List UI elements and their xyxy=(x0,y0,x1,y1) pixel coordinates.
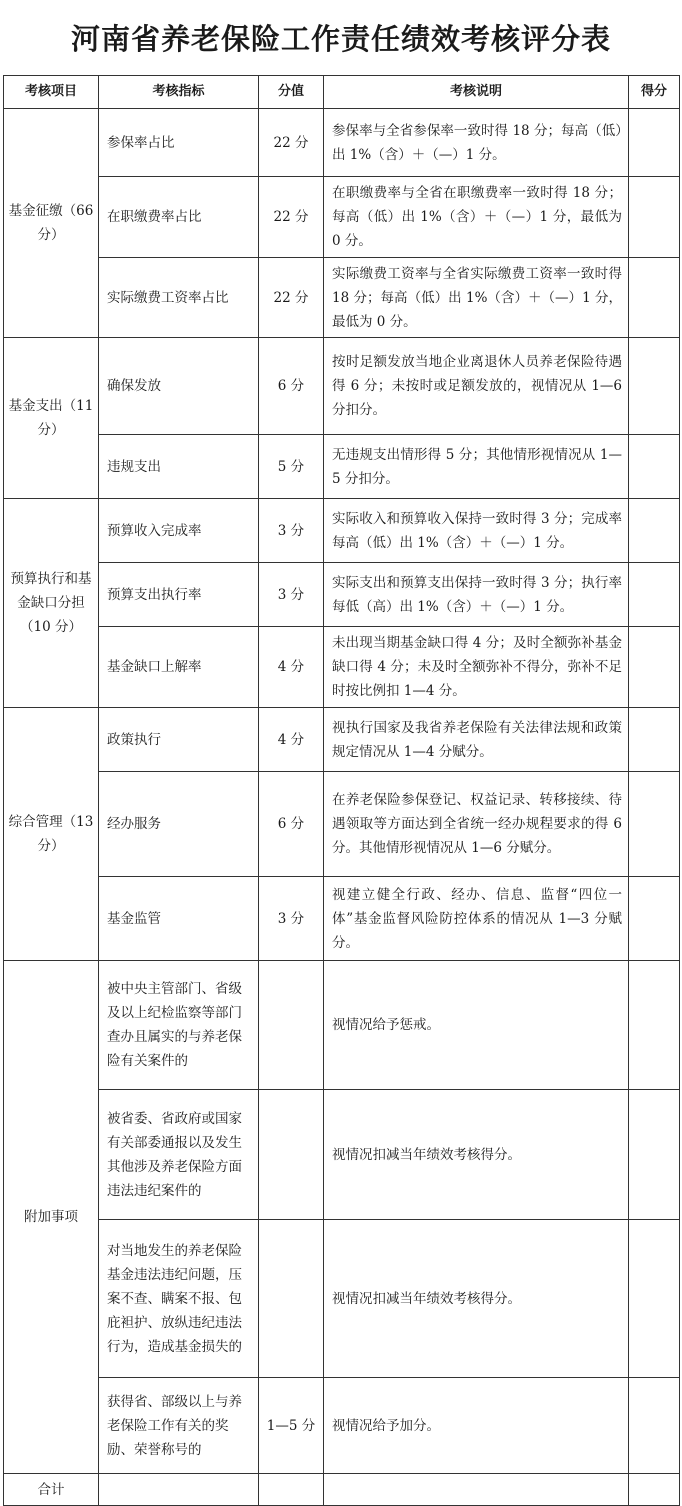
description-cell: 视情况扣减当年绩效考核得分。 xyxy=(324,1090,629,1220)
table-row xyxy=(4,258,680,338)
obtained-cell[interactable] xyxy=(629,499,680,563)
table-row xyxy=(4,499,680,563)
description-cell: 视情况扣减当年绩效考核得分。 xyxy=(324,1220,629,1378)
description-cell: 实际缴费工资率与全省实际缴费工资率一致时得 18 分；每高（低）出 1%（含）＋（—）1 分，最低为 0 分。 xyxy=(324,258,629,338)
table-row xyxy=(4,961,680,1090)
category-cell: 预算执行和基金缺口分担（10 分） xyxy=(4,499,99,708)
total-description-cell xyxy=(324,1474,629,1506)
score-cell: 4 分 xyxy=(259,627,324,708)
indicator-cell: 参保率占比 xyxy=(99,109,259,177)
obtained-cell[interactable] xyxy=(629,1220,680,1378)
indicator-cell: 预算支出执行率 xyxy=(99,563,259,627)
description-cell: 在职缴费率与全省在职缴费率一致时得 18 分；每高（低）出 1%（含）＋（—）1 分，最低为 0 分。 xyxy=(324,177,629,258)
assessment-table xyxy=(3,75,680,1506)
table-row xyxy=(4,338,680,435)
indicator-cell: 在职缴费率占比 xyxy=(99,177,259,258)
total-obtained-cell[interactable] xyxy=(629,1474,680,1506)
score-cell: 1—5 分 xyxy=(259,1378,324,1474)
indicator-cell: 实际缴费工资率占比 xyxy=(99,258,259,338)
obtained-cell[interactable] xyxy=(629,708,680,772)
table-row xyxy=(4,627,680,708)
obtained-cell[interactable] xyxy=(629,961,680,1090)
description-cell: 在养老保险参保登记、权益记录、转移接续、待遇领取等方面达到全省统一经办规程要求的得 6 分。其他情形视情况从 1—6 分赋分。 xyxy=(324,772,629,877)
indicator-cell: 获得省、部级以上与养老保险工作有关的奖励、荣誉称号的 xyxy=(99,1378,259,1474)
indicator-cell: 对当地发生的养老保险基金违法违纪问题，压案不查、瞒案不报、包庇袒护、放纵违纪违法行为，造成基金损失的 xyxy=(99,1220,259,1378)
table-row xyxy=(4,772,680,877)
score-cell: 6 分 xyxy=(259,338,324,435)
table-row xyxy=(4,708,680,772)
description-cell: 视情况给予加分。 xyxy=(324,1378,629,1474)
category-cell: 附加事项 xyxy=(4,961,99,1474)
description-cell: 参保率与全省参保率一致时得 18 分；每高（低）出 1%（含）＋（—）1 分。 xyxy=(324,109,629,177)
total-indicator-cell xyxy=(99,1474,259,1506)
header-description: 考核说明 xyxy=(324,76,629,109)
table-row xyxy=(4,1378,680,1474)
description-cell: 视建立健全行政、经办、信息、监督“四位一体”基金监督风险防控体系的情况从 1—3 分赋分。 xyxy=(324,877,629,961)
description-cell: 视情况给予惩戒。 xyxy=(324,961,629,1090)
indicator-cell: 基金缺口上解率 xyxy=(99,627,259,708)
description-cell: 实际收入和预算收入保持一致时得 3 分；完成率每高（低）出 1%（含）＋（—）1 分。 xyxy=(324,499,629,563)
obtained-cell[interactable] xyxy=(629,1378,680,1474)
score-cell: 4 分 xyxy=(259,708,324,772)
total-score-cell xyxy=(259,1474,324,1506)
indicator-cell: 被省委、省政府或国家有关部委通报以及发生其他涉及养老保险方面违法违纪案件的 xyxy=(99,1090,259,1220)
table-row xyxy=(4,877,680,961)
header-score: 分值 xyxy=(259,76,324,109)
indicator-cell: 违规支出 xyxy=(99,435,259,499)
obtained-cell[interactable] xyxy=(629,877,680,961)
obtained-cell[interactable] xyxy=(629,563,680,627)
description-cell: 按时足额发放当地企业离退休人员养老保险待遇得 6 分；未按时或足额发放的，视情况从 1—6 分扣分。 xyxy=(324,338,629,435)
indicator-cell: 政策执行 xyxy=(99,708,259,772)
indicator-cell: 确保发放 xyxy=(99,338,259,435)
score-cell: 3 分 xyxy=(259,563,324,627)
header-category: 考核项目 xyxy=(4,76,99,109)
table-row xyxy=(4,109,680,177)
table-row xyxy=(4,177,680,258)
obtained-cell[interactable] xyxy=(629,177,680,258)
score-cell: 22 分 xyxy=(259,109,324,177)
score-cell xyxy=(259,1220,324,1378)
score-cell xyxy=(259,1090,324,1220)
obtained-cell[interactable] xyxy=(629,338,680,435)
description-cell: 实际支出和预算支出保持一致时得 3 分；执行率每低（高）出 1%（含）＋（—）1 分。 xyxy=(324,563,629,627)
score-cell xyxy=(259,961,324,1090)
indicator-cell: 经办服务 xyxy=(99,772,259,877)
category-cell: 基金征缴（66 分） xyxy=(4,109,99,338)
total-label: 合计 xyxy=(4,1474,99,1506)
obtained-cell[interactable] xyxy=(629,627,680,708)
score-cell: 5 分 xyxy=(259,435,324,499)
category-cell: 综合管理（13 分） xyxy=(4,708,99,961)
table-row xyxy=(4,1220,680,1378)
table-row xyxy=(4,563,680,627)
indicator-cell: 被中央主管部门、省级及以上纪检监察等部门查办且属实的与养老保险有关案件的 xyxy=(99,961,259,1090)
score-cell: 22 分 xyxy=(259,258,324,338)
description-cell: 未出现当期基金缺口得 4 分；及时全额弥补基金缺口得 4 分；未及时全额弥补不得分，弥补不足时按比例扣 1—4 分。 xyxy=(324,627,629,708)
indicator-cell: 预算收入完成率 xyxy=(99,499,259,563)
category-cell: 基金支出（11 分） xyxy=(4,338,99,499)
score-cell: 22 分 xyxy=(259,177,324,258)
score-cell: 3 分 xyxy=(259,877,324,961)
obtained-cell[interactable] xyxy=(629,109,680,177)
header-indicator: 考核指标 xyxy=(99,76,259,109)
obtained-cell[interactable] xyxy=(629,258,680,338)
page-title: 河南省养老保险工作责任绩效考核评分表 xyxy=(70,22,611,56)
table-row xyxy=(4,1090,680,1220)
description-cell: 视执行国家及我省养老保险有关法律法规和政策规定情况从 1—4 分赋分。 xyxy=(324,708,629,772)
table-row xyxy=(4,435,680,499)
description-cell: 无违规支出情形得 5 分；其他情形视情况从 1—5 分扣分。 xyxy=(324,435,629,499)
header-obtained: 得分 xyxy=(629,76,680,109)
obtained-cell[interactable] xyxy=(629,1090,680,1220)
score-cell: 3 分 xyxy=(259,499,324,563)
obtained-cell[interactable] xyxy=(629,772,680,877)
header-row xyxy=(4,76,680,109)
score-cell: 6 分 xyxy=(259,772,324,877)
total-row xyxy=(4,1474,680,1506)
indicator-cell: 基金监管 xyxy=(99,877,259,961)
obtained-cell[interactable] xyxy=(629,435,680,499)
